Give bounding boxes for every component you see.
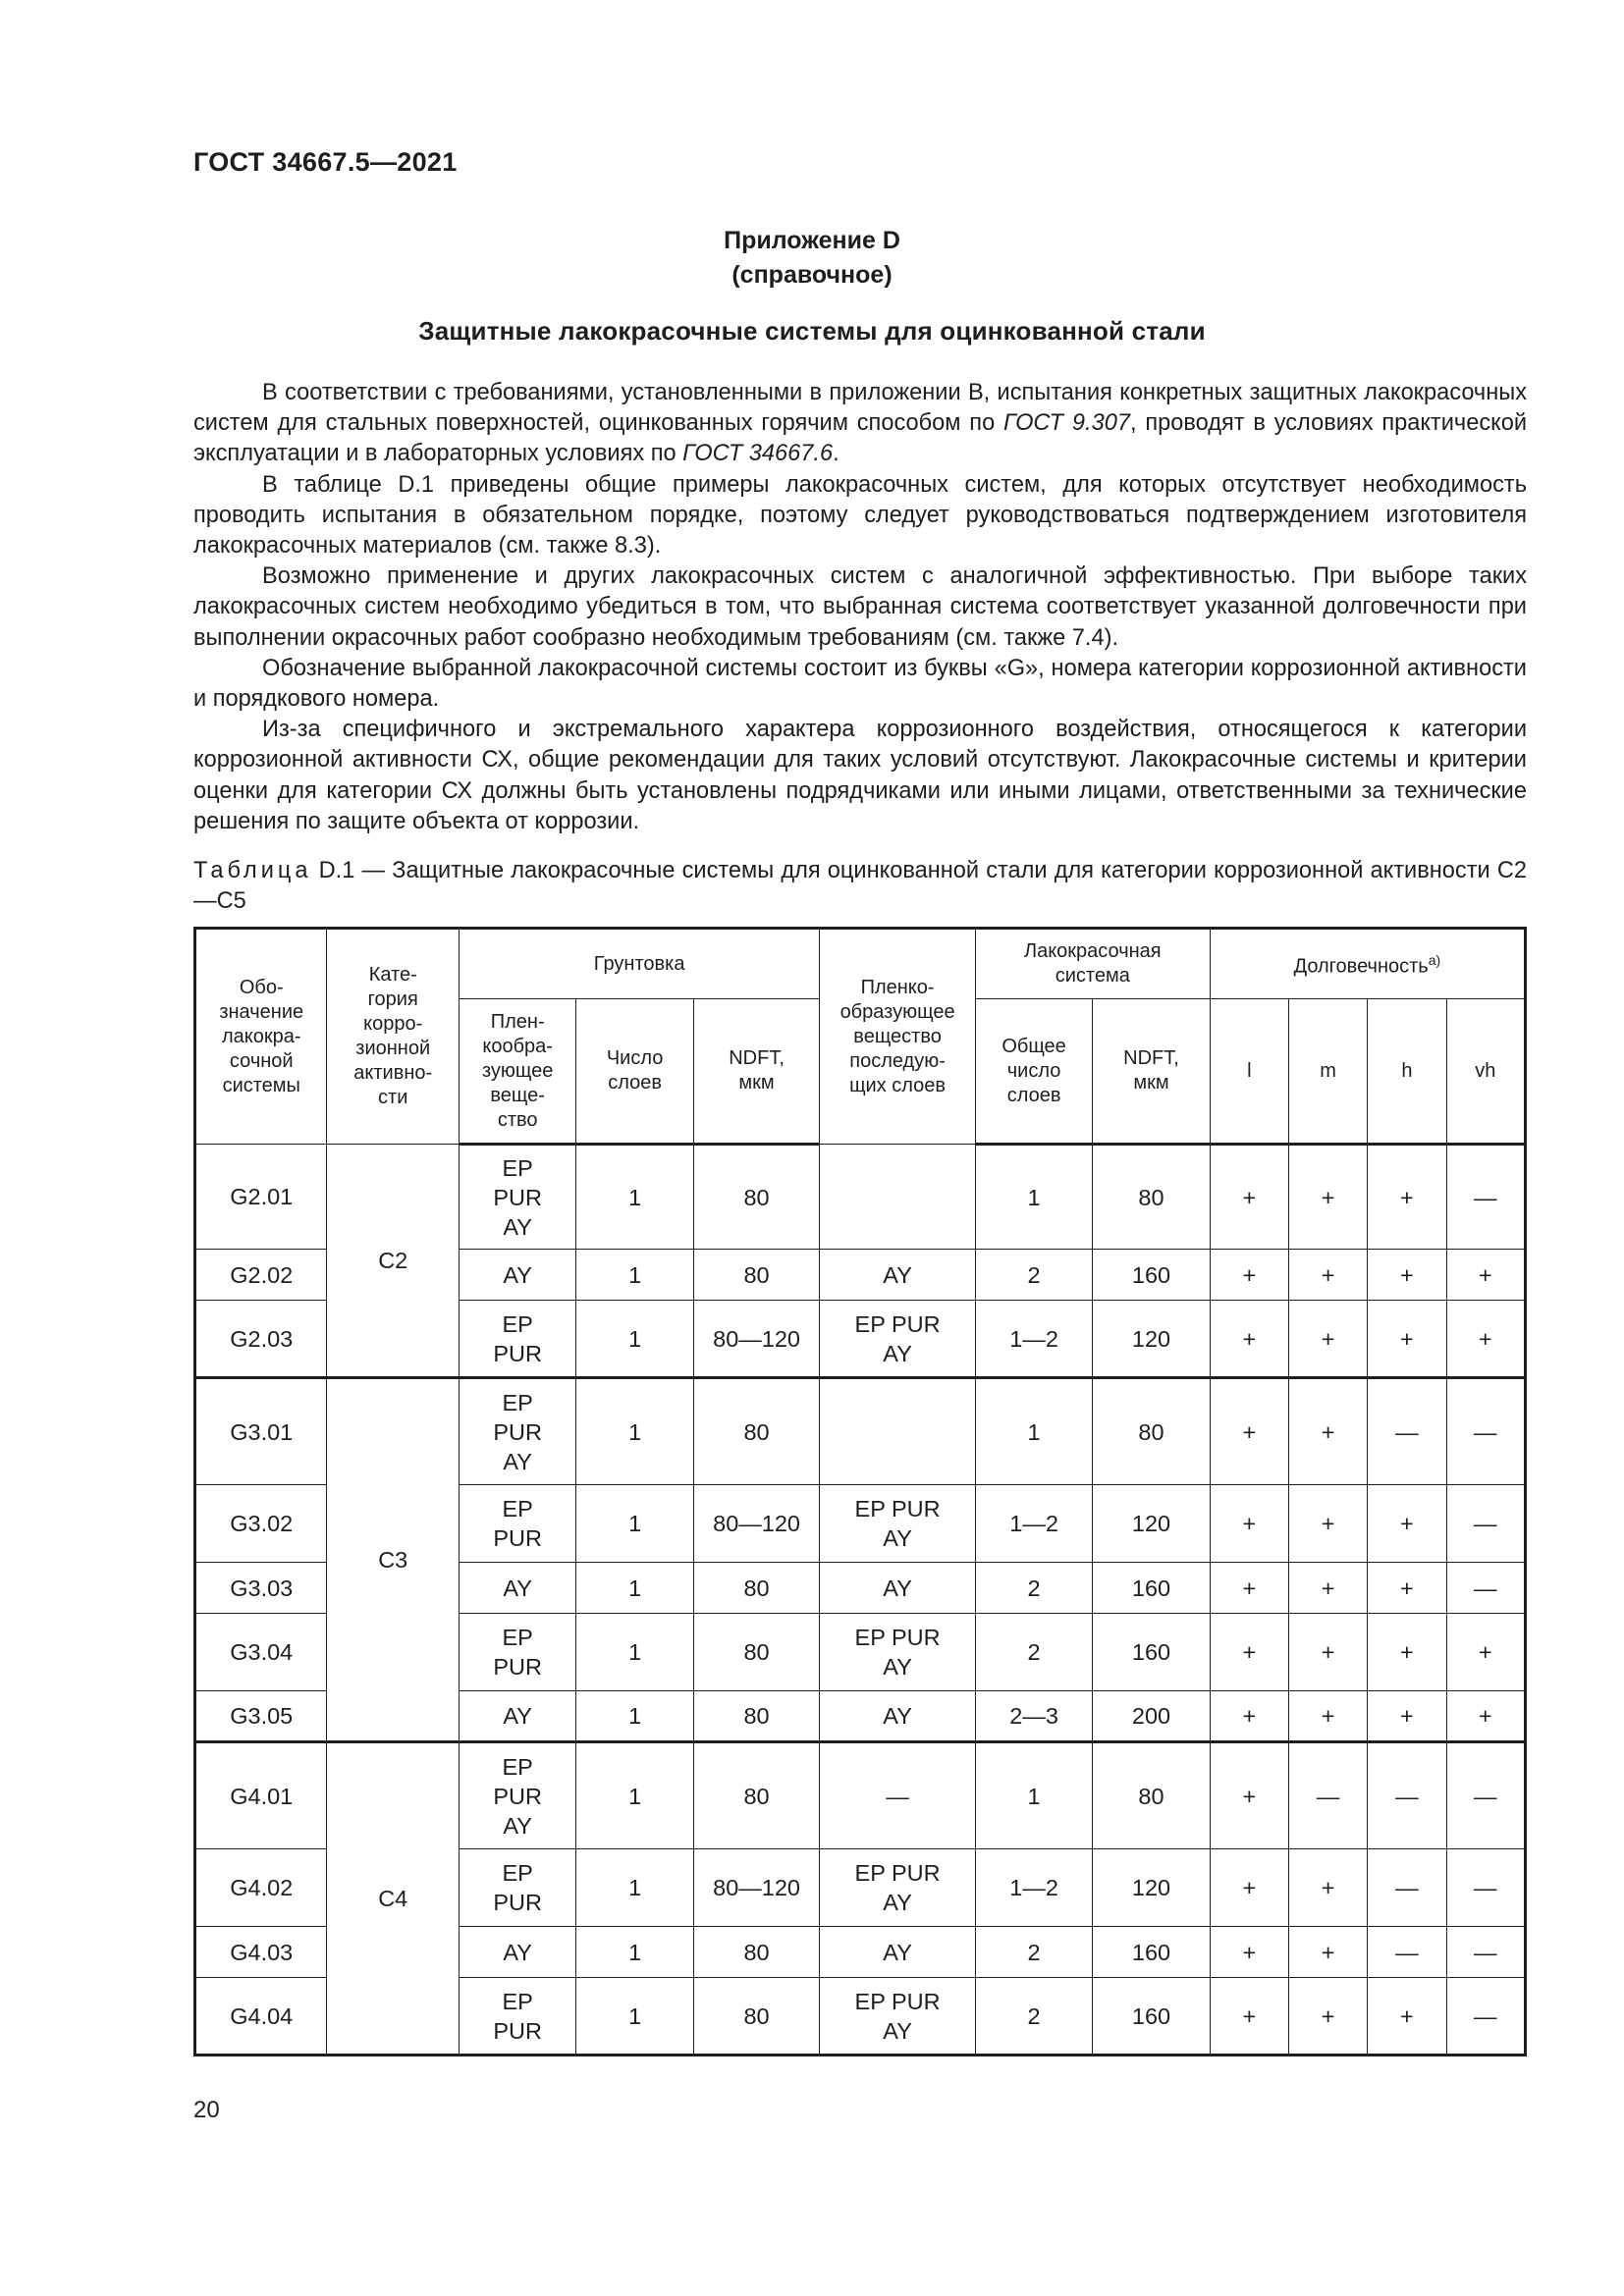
total-layers-cell: 1 <box>975 1742 1092 1849</box>
durability-l-cell: + <box>1210 1742 1288 1849</box>
paint-systems-table <box>193 927 1527 2056</box>
durability-vh-cell: + <box>1446 1614 1525 1691</box>
next-layers-cell: EP PUR AY <box>820 1485 976 1563</box>
durability-vh-cell: + <box>1446 1250 1525 1301</box>
primer-binder-cell: EP PUR <box>459 1485 575 1563</box>
header-primer: Грунтовка <box>459 929 819 999</box>
primer-layers-cell: 1 <box>576 1978 693 2056</box>
annex-title: Защитные лакокрасочные системы для оцинкованной стали <box>418 316 1206 346</box>
header-durability-m: m <box>1289 999 1368 1145</box>
primer-binder-cell: EP PUR AY <box>459 1145 575 1250</box>
annex-heading <box>0 224 1624 293</box>
header-total-layers: Общее число слоев <box>975 999 1092 1145</box>
next-layers-cell: — <box>820 1742 976 1849</box>
durability-vh-cell: — <box>1446 1742 1525 1849</box>
durability-vh-cell: — <box>1446 1927 1525 1978</box>
durability-m-cell: + <box>1289 1250 1368 1301</box>
durability-l-cell: + <box>1210 1301 1288 1378</box>
durability-vh-cell: — <box>1446 1145 1525 1250</box>
durability-l-cell: + <box>1210 1614 1288 1691</box>
durability-l-cell: + <box>1210 1978 1288 2056</box>
primer-ndft-cell: 80 <box>693 1563 819 1614</box>
durability-h-cell: — <box>1368 1378 1446 1485</box>
durability-vh-cell: — <box>1446 1978 1525 2056</box>
table-row <box>195 1378 1526 1485</box>
primer-binder-cell: AY <box>459 1691 575 1742</box>
durability-l-cell: + <box>1210 1485 1288 1563</box>
durability-l-cell: + <box>1210 1563 1288 1614</box>
total-ndft-cell: 80 <box>1093 1378 1210 1485</box>
durability-h-cell: — <box>1368 1927 1446 1978</box>
durability-h-cell: + <box>1368 1145 1446 1250</box>
total-layers-cell: 1—2 <box>975 1485 1092 1563</box>
primer-ndft-cell: 80 <box>693 1250 819 1301</box>
durability-vh-cell: — <box>1446 1485 1525 1563</box>
header-durability-h: h <box>1368 999 1446 1145</box>
durability-h-cell: + <box>1368 1485 1446 1563</box>
system-id-cell: G4.01 <box>195 1742 327 1849</box>
body-text <box>193 378 1527 837</box>
total-ndft-cell: 160 <box>1093 1978 1210 2056</box>
total-ndft-cell: 120 <box>1093 1849 1210 1927</box>
table-body <box>195 1145 1526 2056</box>
total-ndft-cell: 160 <box>1093 1614 1210 1691</box>
header-paint-system: Лакокрасочная система <box>975 929 1210 999</box>
total-ndft-cell: 200 <box>1093 1691 1210 1742</box>
primer-ndft-cell: 80—120 <box>693 1301 819 1378</box>
total-layers-cell: 2 <box>975 1927 1092 1978</box>
durability-m-cell: + <box>1289 1145 1368 1250</box>
table-row <box>195 1742 1526 1849</box>
header-durability <box>1210 929 1525 999</box>
header-primer-ndft: NDFT, мкм <box>693 999 819 1145</box>
paragraph-text: В соответствии с требованиями, установленными в приложении В, испытания конкретных защитных лакокрасочных систем для стальных поверхностей, оцинкованных горячим способом по <box>193 380 1527 437</box>
total-layers-cell: 2 <box>975 1614 1092 1691</box>
total-ndft-cell: 80 <box>1093 1742 1210 1849</box>
primer-binder-cell: EP PUR AY <box>459 1742 575 1849</box>
primer-layers-cell: 1 <box>576 1927 693 1978</box>
primer-layers-cell: 1 <box>576 1485 693 1563</box>
total-ndft-cell: 160 <box>1093 1563 1210 1614</box>
durability-l-cell: + <box>1210 1378 1288 1485</box>
header-total-ndft: NDFT, мкм <box>1093 999 1210 1145</box>
durability-l-cell: + <box>1210 1145 1288 1250</box>
total-layers-cell: 1 <box>975 1378 1092 1485</box>
primer-ndft-cell: 80 <box>693 1978 819 2056</box>
primer-binder-cell: EP PUR <box>459 1978 575 2056</box>
system-id-cell: G3.02 <box>195 1485 327 1563</box>
primer-layers-cell: 1 <box>576 1563 693 1614</box>
header-durability-label: Долговечность <box>1293 955 1429 978</box>
primer-binder-cell: EP PUR <box>459 1849 575 1927</box>
durability-vh-cell: — <box>1446 1378 1525 1485</box>
primer-binder-cell: EP PUR <box>459 1614 575 1691</box>
next-layers-cell: AY <box>820 1250 976 1301</box>
header-primer-binder: Плен- кообра- зующее веще- ство <box>459 999 575 1145</box>
paragraph-text: , проводят в условиях практической эксплуатации и в лабораторных условиях по <box>193 410 1528 467</box>
system-id-cell: G4.03 <box>195 1927 327 1978</box>
durability-l-cell: + <box>1210 1927 1288 1978</box>
footnote-marker: а) <box>1428 952 1441 969</box>
header-designation: Обо- значение лакокра- сочной системы <box>195 929 327 1145</box>
primer-layers-cell: 1 <box>576 1250 693 1301</box>
system-id-cell: G3.03 <box>195 1563 327 1614</box>
table-caption-text: D.1 — Защитные лакокрасочные системы для оцинкованной стали для категории коррозионной активности С2—С5 <box>193 858 1527 914</box>
durability-vh-cell: — <box>1446 1849 1525 1927</box>
primer-ndft-cell: 80 <box>693 1927 819 1978</box>
paragraph <box>193 378 1527 470</box>
durability-m-cell: + <box>1289 1378 1368 1485</box>
durability-h-cell: + <box>1368 1250 1446 1301</box>
category-cell: С3 <box>327 1378 459 1742</box>
primer-layers-cell: 1 <box>576 1614 693 1691</box>
total-layers-cell: 2—3 <box>975 1691 1092 1742</box>
next-layers-cell: EP PUR AY <box>820 1301 976 1378</box>
durability-h-cell: — <box>1368 1849 1446 1927</box>
system-id-cell: G4.04 <box>195 1978 327 2056</box>
total-ndft-cell: 120 <box>1093 1485 1210 1563</box>
header-film-former: Пленко- образующее вещество последую- щих слоев <box>820 929 976 1145</box>
system-id-cell: G2.02 <box>195 1250 327 1301</box>
document-id: ГОСТ 34667.5—2021 <box>193 147 458 177</box>
next-layers-cell <box>820 1378 976 1485</box>
total-ndft-cell: 160 <box>1093 1927 1210 1978</box>
primer-ndft-cell: 80—120 <box>693 1485 819 1563</box>
durability-m-cell: + <box>1289 1485 1368 1563</box>
durability-m-cell: + <box>1289 1927 1368 1978</box>
header-durability-vh: vh <box>1446 999 1525 1145</box>
durability-m-cell: + <box>1289 1301 1368 1378</box>
durability-h-cell: + <box>1368 1691 1446 1742</box>
paragraph-text: . <box>833 441 839 467</box>
total-layers-cell: 2 <box>975 1250 1092 1301</box>
next-layers-cell: AY <box>820 1927 976 1978</box>
primer-ndft-cell: 80 <box>693 1378 819 1485</box>
primer-layers-cell: 1 <box>576 1301 693 1378</box>
durability-h-cell: + <box>1368 1301 1446 1378</box>
paragraph: Из-за специфичного и экстремального характера коррозионного воздействия, относящегося к категории коррозионной активности СХ, общие рекомендации для таких условий отсутствуют. Лакокрасочные системы и критерии оценки для категории СХ должны быть установлены подрядчиками или иными лицами, ответственными за технические решения по защите объекта от коррозии. <box>193 717 1527 834</box>
durability-m-cell: + <box>1289 1849 1368 1927</box>
durability-h-cell: + <box>1368 1563 1446 1614</box>
durability-l-cell: + <box>1210 1849 1288 1927</box>
durability-h-cell: — <box>1368 1742 1446 1849</box>
primer-ndft-cell: 80 <box>693 1145 819 1250</box>
total-layers-cell: 1—2 <box>975 1849 1092 1927</box>
annex-type: (справочное) <box>731 261 893 289</box>
table-row <box>195 1145 1526 1250</box>
system-id-cell: G3.05 <box>195 1691 327 1742</box>
paragraph: В таблице D.1 приведены общие примеры лакокрасочных систем, для которых отсутствует необходимость проводить испытания в обязательном порядке, поэтому следует руководствоваться подтверждением изготовителя лакокрасочных материалов (см. также 8.3). <box>193 471 1527 560</box>
durability-h-cell: + <box>1368 1978 1446 2056</box>
total-ndft-cell: 160 <box>1093 1250 1210 1301</box>
durability-m-cell: + <box>1289 1691 1368 1742</box>
total-layers-cell: 1 <box>975 1145 1092 1250</box>
durability-vh-cell: + <box>1446 1301 1525 1378</box>
paragraph: Возможно применение и других лакокрасочных систем с аналогичной эффективностью. При выборе таких лакокрасочных систем необходимо убедиться в том, что выбранная система соответствует указанной долговечности при выполнении окрасочных работ сообразно необходимым требованиям (см. также 7.4). <box>193 563 1527 651</box>
primer-layers-cell: 1 <box>576 1849 693 1927</box>
primer-binder-cell: AY <box>459 1927 575 1978</box>
primer-ndft-cell: 80—120 <box>693 1849 819 1927</box>
primer-layers-cell: 1 <box>576 1742 693 1849</box>
total-layers-cell: 1—2 <box>975 1301 1092 1378</box>
durability-l-cell: + <box>1210 1250 1288 1301</box>
category-cell: С2 <box>327 1145 459 1378</box>
durability-m-cell: + <box>1289 1978 1368 2056</box>
table-caption-label: Таблица <box>193 858 312 883</box>
total-layers-cell: 2 <box>975 1563 1092 1614</box>
durability-vh-cell: + <box>1446 1691 1525 1742</box>
primer-binder-cell: AY <box>459 1563 575 1614</box>
durability-h-cell: + <box>1368 1614 1446 1691</box>
standard-reference: ГОСТ 9.307 <box>1003 410 1130 437</box>
header-category: Кате- гория корро- зионной активно- сти <box>327 929 459 1145</box>
primer-layers-cell: 1 <box>576 1378 693 1485</box>
durability-m-cell: — <box>1289 1742 1368 1849</box>
primer-binder-cell: EP PUR <box>459 1301 575 1378</box>
durability-m-cell: + <box>1289 1614 1368 1691</box>
durability-vh-cell: — <box>1446 1563 1525 1614</box>
primer-binder-cell: AY <box>459 1250 575 1301</box>
primer-layers-cell: 1 <box>576 1145 693 1250</box>
next-layers-cell: AY <box>820 1691 976 1742</box>
next-layers-cell <box>820 1145 976 1250</box>
table-caption <box>193 856 1527 917</box>
total-ndft-cell: 120 <box>1093 1301 1210 1378</box>
standard-reference: ГОСТ 34667.6 <box>682 441 834 467</box>
system-id-cell: G4.02 <box>195 1849 327 1927</box>
header-primer-layers: Число слоев <box>576 999 693 1145</box>
system-id-cell: G3.01 <box>195 1378 327 1485</box>
annex-label: Приложение D <box>724 227 900 254</box>
paragraph: Обозначение выбранной лакокрасочной системы состоит из буквы «G», номера категории коррозионной активности и порядкового номера. <box>193 655 1527 713</box>
total-ndft-cell: 80 <box>1093 1145 1210 1250</box>
total-layers-cell: 2 <box>975 1978 1092 2056</box>
category-cell: С4 <box>327 1742 459 2056</box>
primer-binder-cell: EP PUR AY <box>459 1378 575 1485</box>
durability-m-cell: + <box>1289 1563 1368 1614</box>
header-durability-l: l <box>1210 999 1288 1145</box>
next-layers-cell: AY <box>820 1563 976 1614</box>
primer-layers-cell: 1 <box>576 1691 693 1742</box>
system-id-cell: G2.03 <box>195 1301 327 1378</box>
system-id-cell: G3.04 <box>195 1614 327 1691</box>
durability-l-cell: + <box>1210 1691 1288 1742</box>
next-layers-cell: EP PUR AY <box>820 1614 976 1691</box>
page-number: 20 <box>193 2097 220 2123</box>
primer-ndft-cell: 80 <box>693 1691 819 1742</box>
next-layers-cell: EP PUR AY <box>820 1978 976 2056</box>
next-layers-cell: EP PUR AY <box>820 1849 976 1927</box>
system-id-cell: G2.01 <box>195 1145 327 1250</box>
primer-ndft-cell: 80 <box>693 1742 819 1849</box>
primer-ndft-cell: 80 <box>693 1614 819 1691</box>
